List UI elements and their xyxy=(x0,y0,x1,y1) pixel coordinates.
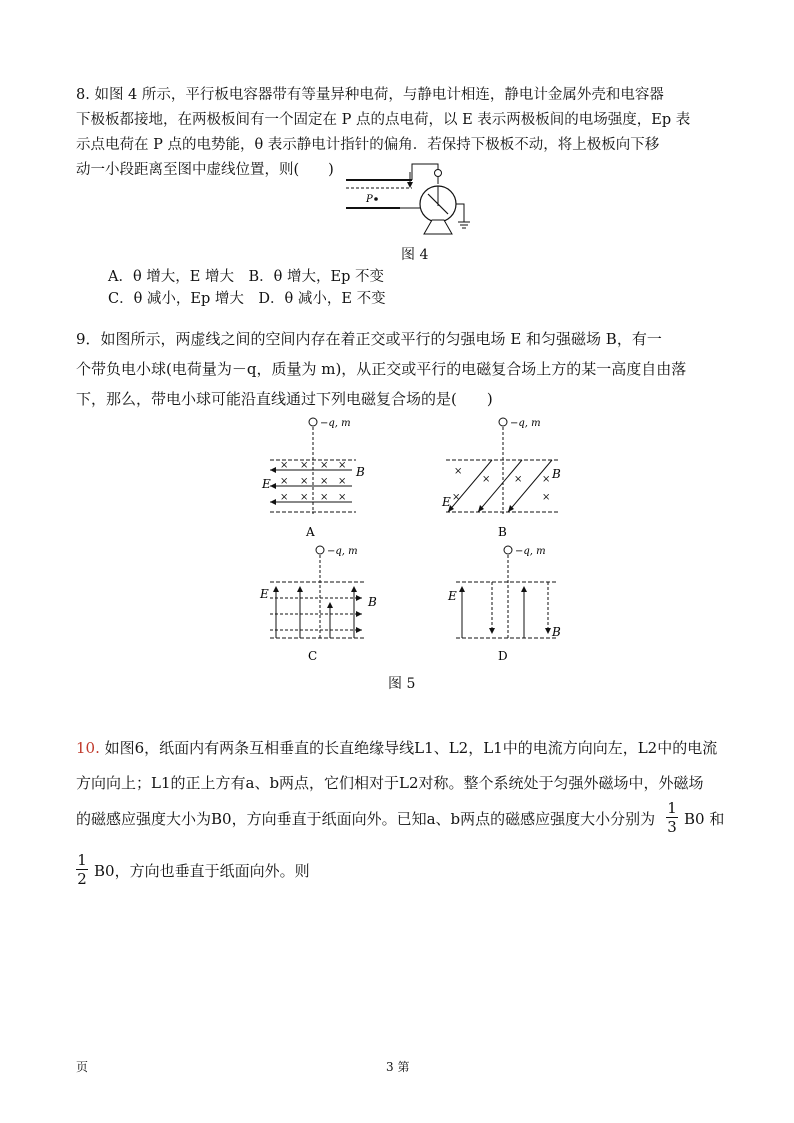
q8-text-line-1: 8. 如图 4 所示，平行板电容器带有等量异种电荷，与静电计相连，静电计金属外壳和电容器 xyxy=(76,87,664,103)
label-e-a: E xyxy=(262,477,271,491)
svg-text:×: × xyxy=(542,474,551,485)
svg-text:×: × xyxy=(454,466,463,477)
diagram-a-label: A xyxy=(306,525,315,539)
diagram-b xyxy=(440,412,570,542)
figure-5-caption: 图 5 xyxy=(388,676,416,692)
figure-4-caption: 图 4 xyxy=(401,247,429,263)
svg-text:×: × xyxy=(482,474,491,485)
label-b-c: B xyxy=(368,595,377,609)
label-e-d: E xyxy=(448,589,457,603)
ball-label-b: −q, m xyxy=(510,418,541,429)
footer-left: 页 xyxy=(76,1060,89,1074)
svg-text:×: × xyxy=(338,492,347,503)
diagram-d-label: D xyxy=(498,649,508,663)
svg-text:×: × xyxy=(338,476,347,487)
frac2-numerator: 1 xyxy=(77,851,87,869)
svg-text:×: × xyxy=(514,474,523,485)
frac1-denominator: 3 xyxy=(667,818,677,836)
q10-line-1-text: 如图6，纸面内有两条互相垂直的长直绝缘导线L1、L2，L1中的电流方向向左，L2中的电流 xyxy=(104,739,718,757)
footer-page-number: 3 第 xyxy=(386,1060,410,1074)
q8-options-ab: A．θ 增大，E 增大 B．θ 增大，Ep 不变 xyxy=(108,269,384,285)
ball-label-c: −q, m xyxy=(327,546,358,557)
point-p-label: P xyxy=(366,194,373,205)
svg-text:×: × xyxy=(280,476,289,487)
svg-text:×: × xyxy=(542,492,551,503)
svg-text:×: × xyxy=(320,492,329,503)
diagram-c xyxy=(250,540,380,670)
q10-frac1-after: B0 和 xyxy=(684,810,725,828)
ball-label-a: −q, m xyxy=(320,418,351,429)
q10-text-line-1 xyxy=(76,737,717,758)
q10-number: 10. xyxy=(76,739,100,757)
label-b-d: B xyxy=(552,625,561,639)
diagram-a xyxy=(250,412,380,542)
fraction-one-half xyxy=(76,852,88,887)
svg-text:×: × xyxy=(452,492,461,503)
label-e-b: E xyxy=(442,495,451,509)
diagram-c-label: C xyxy=(308,649,318,663)
q9-text-line-1: 9．如图所示，两虚线之间的空间内存在着正交或平行的匀强电场 E 和匀强磁场 B，有一 xyxy=(76,330,662,348)
fraction-one-third xyxy=(666,800,678,835)
label-b-a: B xyxy=(356,465,365,479)
frac2-denominator: 2 xyxy=(77,870,87,888)
q10-text-line-4: B0，方向也垂直于纸面向外。则 xyxy=(94,862,310,880)
svg-text:×: × xyxy=(300,492,309,503)
svg-text:×: × xyxy=(280,460,289,471)
q8-text-line-4: 动一小段距离至图中虚线位置，则( ) xyxy=(76,162,334,178)
frac1-numerator: 1 xyxy=(667,799,677,817)
diagram-b-label: B xyxy=(498,525,507,539)
q10-text-line-2: 方向向上；L1的正上方有a、b两点，它们相对于L2对称。整个系统处于匀强外磁场中，外磁场 xyxy=(76,774,704,792)
figure-4-capacitor-diagram xyxy=(340,160,500,240)
q10-text-line-3: 的磁感应强度大小为B0，方向垂直于纸面向外。已知a、b两点的磁感应强度大小分别为 xyxy=(76,810,656,828)
svg-text:×: × xyxy=(280,492,289,503)
q8-text-line-3: 示点电荷在 P 点的电势能，θ 表示静电计指针的偏角．若保持下极板不动，将上极板向下移 xyxy=(76,137,660,153)
svg-text:×: × xyxy=(300,460,309,471)
ball-label-d: −q, m xyxy=(515,546,546,557)
q8-options-cd: C．θ 减小，Ep 增大 D．θ 减小，E 不变 xyxy=(108,291,386,307)
svg-text:×: × xyxy=(300,476,309,487)
svg-text:×: × xyxy=(320,476,329,487)
label-e-c: E xyxy=(260,587,269,601)
q9-text-line-2: 个带负电小球(电荷量为－q，质量为 m)，从正交或平行的电磁复合场上方的某一高度自由落 xyxy=(76,360,687,378)
svg-text:×: × xyxy=(320,460,329,471)
label-b-b: B xyxy=(552,467,561,481)
svg-text:×: × xyxy=(338,460,347,471)
diagram-d xyxy=(440,540,570,670)
q9-text-line-3: 下，那么，带电小球可能沿直线通过下列电磁复合场的是( ) xyxy=(76,390,493,408)
q8-text-line-2: 下极板都接地，在两极板间有一个固定在 P 点的点电荷，以 E 表示两极板间的电场强度，Ep 表 xyxy=(76,112,691,128)
